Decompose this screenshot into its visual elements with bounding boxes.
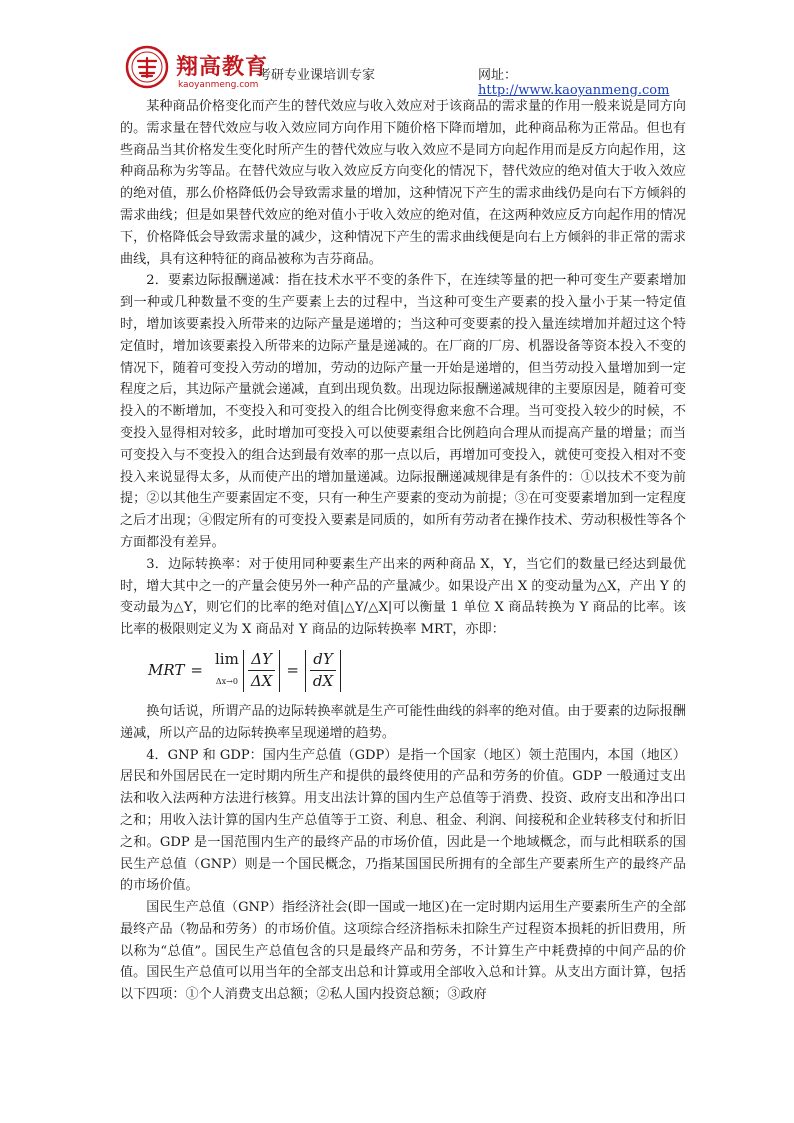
logo-site: kaoyanmeng.com — [178, 80, 259, 90]
formula-den-1: ΔX — [250, 672, 273, 691]
paragraph: 4．GNP 和 GDP：国内生产总值（GDP）是指一个国家（地区）领土范围内，本国（地区）居民和外国居民在一定时期内所生产和提供的最终使用的产品和劳务的价值。GDP 一般通过支出法和收入法两种方法进行核算。用支出法计算的国内生产总值等于消费、投资、政府支出和净出口之和；用收入法计算的国内生产总值等于工资、利息、租金、利润、间接税和企业转移支付和折旧之和。GDP 是一国范围内生产的最终产品的市场价值，因此是一个地域概念，而与此相联系的国民生产总值（GNP）则是一个国民概念，乃指某国国民所拥有的全部生产要素所生产的最终产品的市场价值。 — [120, 747, 686, 894]
logo-seal-icon — [125, 45, 169, 89]
header-slogan: 考研专业课培训专家 — [258, 68, 376, 83]
formula-equals: = — [190, 661, 203, 680]
site-label: 网址： — [478, 68, 518, 83]
site-url-link[interactable]: http://www.kaoyanmeng.com — [478, 83, 670, 98]
formula-lim-text: lim — [214, 650, 239, 669]
page-header — [118, 40, 690, 96]
paragraph: 国民生产总值（GNP）指经济社会(即一国或一地区)在一定时期内运用生产要素所生产的全部最终产品（物品和劳务）的市场价值。这项综合经济指标未扣除生产过程资本损耗的折旧费用，所以称为“总值”。国民生产总值包含的只是最终产品和劳务，不计算生产中耗费掉的中间产品的价值。国民生产总值可以用当年的全部支出总和计算或用全部收入总和计算。从支出方面计算，包括以下四项：①个人消费支出总额；②私人国内投资总额；③政府 — [120, 900, 686, 1003]
formula-equals-2: = — [286, 661, 299, 680]
paragraph: 3．边际转换率：对于使用同种要素生产出来的两种商品 X，Y，当它们的数量已经达到最优时，增大其中之一的产量会使另外一种产品的产量减少。如果设产出 X 的变动量为△X，产出 Y 的变动最为△Y，则它们的比率的绝对值|△Y/△X|可以衡量 1 单位 X 商品转换为 Y 商品的比率。该比率的极限则定义为 X 商品对 Y 商品的边际转换率 MRT，亦即： — [120, 556, 686, 638]
formula-num-1: ΔY — [248, 649, 275, 672]
mrt-formula — [148, 647, 686, 695]
paragraph: 换句话说，所谓产品的边际转换率就是生产可能性曲线的斜率的绝对值。由于要素的边际报酬递减，所以产品的边际转换率呈现递增的趋势。 — [120, 703, 686, 741]
logo-name: 翔高教育 — [176, 55, 269, 80]
paragraph: 某种商品价格变化而产生的替代效应与收入效应对于该商品的需求量的作用一般来说是同方向的。需求量在替代效应与收入效应同方向作用下随价格下降而增加，此种商品称为正常品。但也有些商品当其价格发生变化时所产生的替代效应与收入效应不是同方向起作用而是反方向起作用，这种商品称为劣等品。在替代效应与收入效应反方向变化的情况下，替代效应的绝对值大于收入效应的绝对值，那么价格降低仍会导致需求量的增加，这种情况下产生的需求曲线仍是向右下方倾斜的需求曲线；但是如果替代效应的绝对值小于收入效应的绝对值，在这两种效应反方向起作用的情况下，价格降低会导致需求量的减少，这种情况下产生的需求曲线便是向右上方倾斜的非正常的需求曲线，具有这种特征的商品被称为吉芬商品。 — [120, 99, 686, 267]
formula-abs-2 — [305, 650, 341, 692]
formula-fraction-1 — [248, 649, 276, 694]
formula-lhs: MRT — [148, 661, 185, 680]
formula-den-2: dX — [312, 672, 334, 691]
header-site — [478, 64, 690, 98]
document-body — [120, 96, 686, 1006]
paragraph: 2．要素边际报酬递减：指在技术水平不变的条件下，在连续等量的把一种可变生产要素增加到一种或几种数量不变的生产要素上去的过程中，当这种可变生产要素的投入量小于某一特定值时，增加该要素投入所带来的边际产量是递增的；当这种可变要素的投入量连续增加并超过这个特定值时，增加该要素投入所带来的边际产量是递减的。在厂商的厂房、机器设备等资本投入不变的情况下，随着可变投入劳动的增加，劳动的边际产量一开始是递增的，但当劳动投入量增加到一定程度之后，其边际产量就会递减，直到出现负数。出现边际报酬递减规律的主要原因是，随着可变投入的不断增加，不变投入和可变投入的组合比例变得愈来愈不合理。当可变投入较少的时候，不变投入显得相对较多，此时增加可变投入可以使要素组合比例趋向合理从而提高产量的增量；而当可变投入与不变投入的组合达到最有效率的那一点以后，再增加可变投入，就使可变投入相对不变投入来说显得太多，从而使产出的增加量递减。边际报酬递减规律是有条件的：①以技术不变为前提；②以其他生产要素固定不变，只有一种生产要素的变动为前提；③在可变要素增加到一定程度之后才出现；④假定所有的可变投入要素是同质的，如所有劳动者在操作技术、劳动积极性等各个方面都没有差异。 — [120, 273, 686, 550]
formula-abs-1 — [243, 650, 281, 692]
formula-fraction-2 — [310, 649, 336, 694]
formula-limit — [215, 649, 239, 693]
formula-lim-sub: Δx→0 — [215, 676, 238, 686]
formula-num-2: dY — [310, 649, 336, 672]
